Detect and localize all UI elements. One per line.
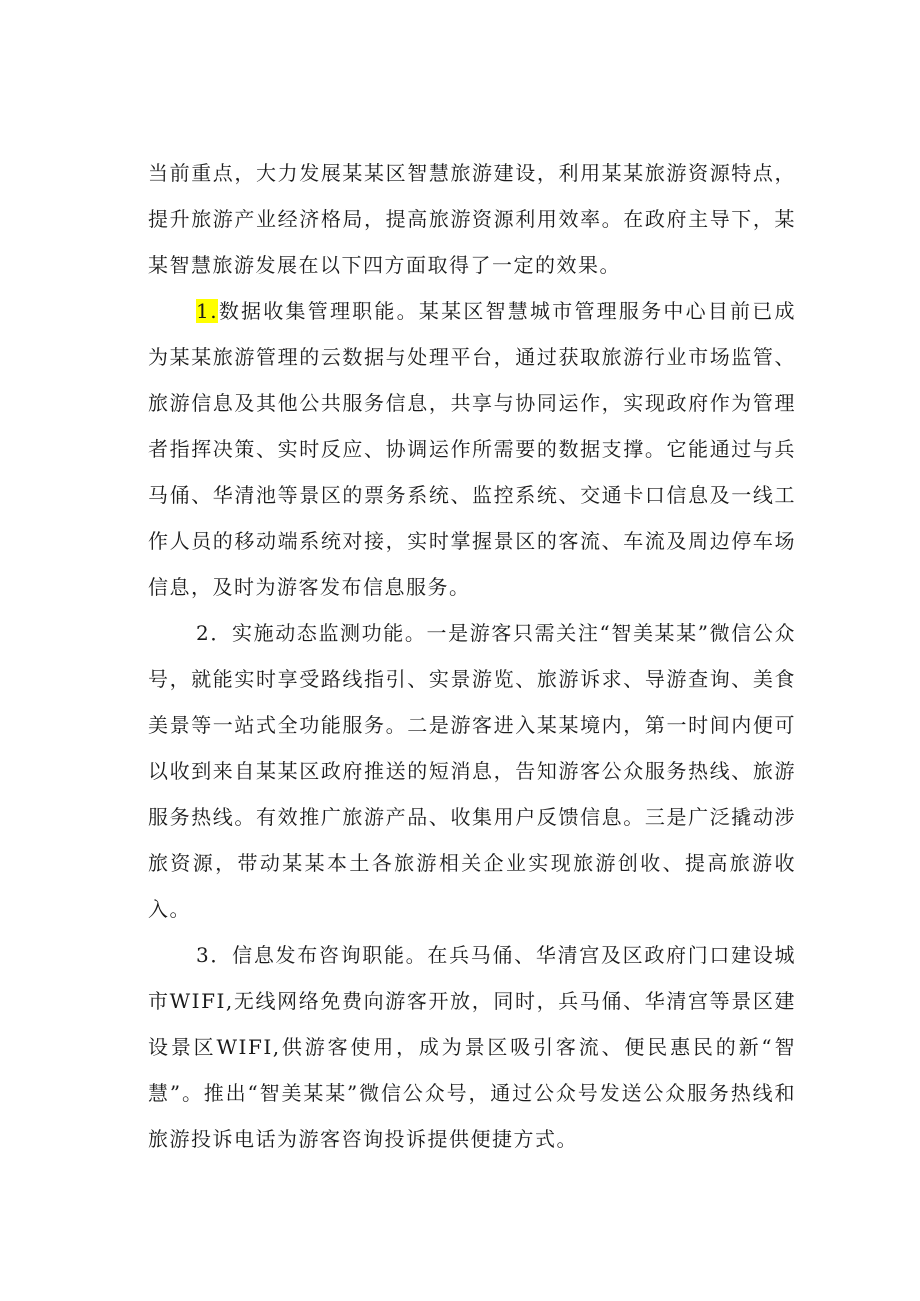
document-body: [148, 150, 796, 1162]
paragraph-text: 信息发布咨询职能。在兵马俑、华清宫及区政府门口建设城市WIFI,无线网络免费向游客开放，同时，兵马俑、华清宫等景区建设景区WIFI,供游客使用，成为景区吸引客流、便民惠民的新“智慧”。推出“智美某某”微信公众号，通过公众号发送公众服务热线和旅游投诉电话为游客咨询投诉提供便捷方式。: [148, 943, 797, 1151]
list-marker: 3．: [196, 943, 233, 967]
paragraph-information-release: [148, 932, 796, 1162]
paragraph-text: 当前重点，大力发展某某区智慧旅游建设，利用某某旅游资源特点，提升旅游产业经济格局，提高旅游资源利用效率。在政府主导下，某某智慧旅游发展在以下四方面取得了一定的效果。: [148, 161, 796, 277]
paragraph-dynamic-monitoring: [148, 610, 796, 932]
paragraph-intro-continuation: [148, 150, 796, 288]
paragraph-text: 数据收集管理职能。某某区智慧城市管理服务中心目前已成为某某旅游管理的云数据与处理平台，通过获取旅游行业市场监管、旅游信息及其他公共服务信息，共享与协同运作，实现政府作为管理者指挥决策、实时反应、协调运作所需要的数据支撑。它能通过与兵马俑、华清池等景区的票务系统、监控系统、交通卡口信息及一线工作人员的移动端系统对接，实时掌握景区的客流、车流及周边停车场信息，及时为游客发布信息服务。: [148, 299, 796, 599]
paragraph-data-collection: [148, 288, 796, 610]
highlighted-list-marker: 1.: [196, 299, 219, 323]
paragraph-text: 实施动态监测功能。一是游客只需关注“智美某某”微信公众号，就能实时享受路线指引、实景游览、旅游诉求、导游查询、美食美景等一站式全功能服务。二是游客进入某某境内，第一时间内便可以收到来自某某区政府推送的短消息，告知游客公众服务热线、旅游服务热线。有效推广旅游产品、收集用户反馈信息。三是广泛撬动涉旅资源，带动某某本土各旅游相关企业实现旅游创收、提高旅游收入。: [148, 621, 796, 921]
list-marker: 2．: [196, 621, 232, 645]
